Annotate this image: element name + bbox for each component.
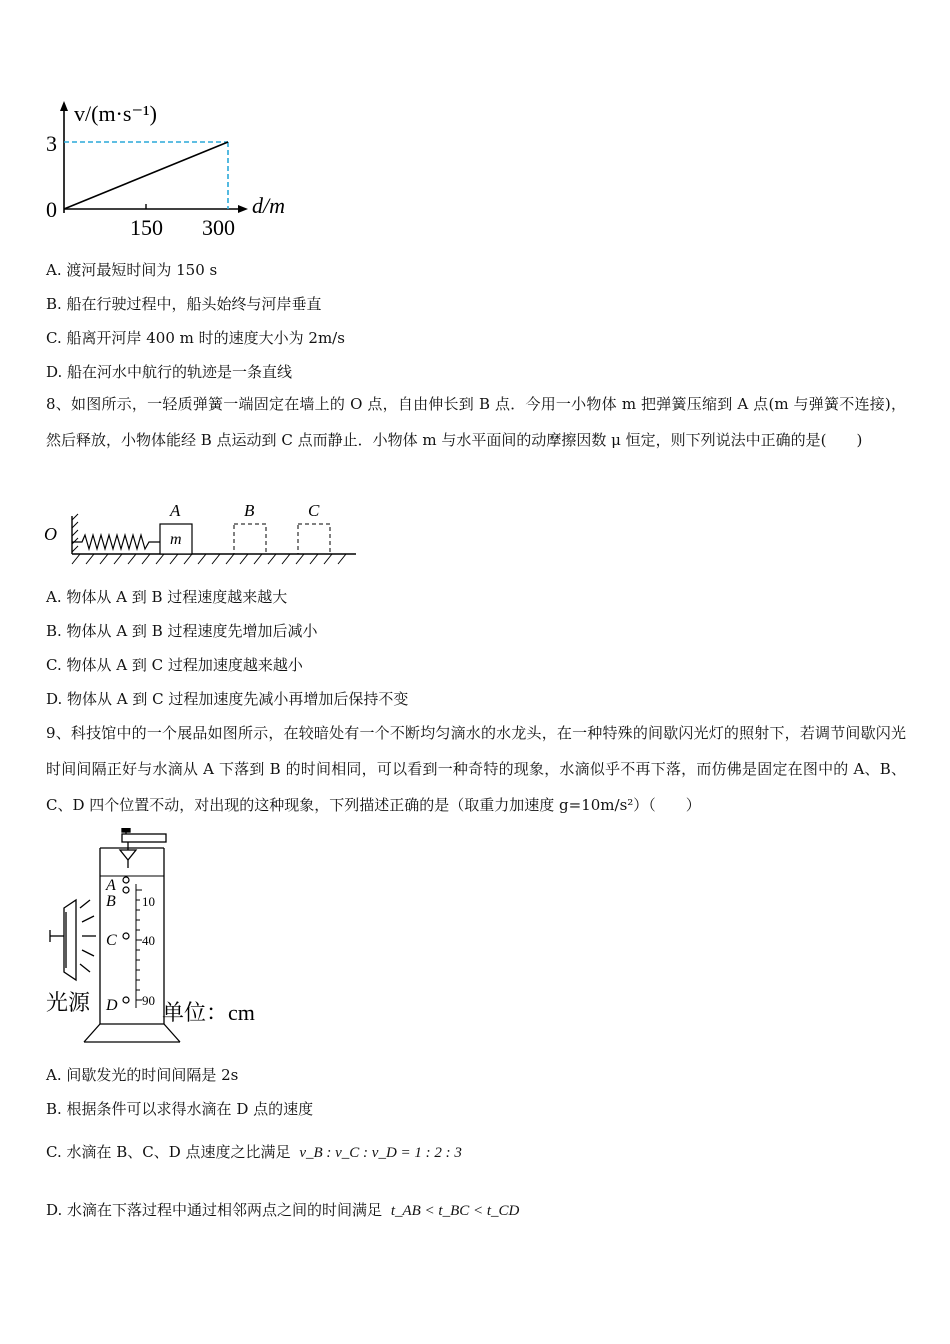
x-axis-arrow: [238, 205, 248, 213]
x-axis-label: d/m: [252, 193, 285, 218]
q8-stem: 8、如图所示，一轻质弹簧一端固定在墙上的 O 点，自由伸长到 B 点．今用一小物体 m 把弹簧压缩到 A 点(m 与弹簧不连接)，然后释放，小物体能经 B 点运动到 C 点而静止．小物体 m 与水平面间的动摩擦因数 μ 恒定，则下列说法中正确的是( ): [46, 395, 906, 449]
q7-option-b: B. 船在行驶过程中，船头始终与河岸垂直: [46, 295, 322, 313]
q9-option-b: B. 根据条件可以求得水滴在 D 点的速度: [46, 1100, 314, 1118]
scale-mark-90: 90: [142, 993, 155, 1008]
label-b: B: [244, 501, 255, 520]
spring: [72, 535, 160, 549]
q8-option-b: B. 物体从 A 到 B 过程速度先增加后减小: [46, 622, 318, 640]
position-c-box: [298, 524, 330, 554]
light-source-label: 光源: [46, 990, 91, 1015]
q9-option-d-prefix: D. 水滴在下落过程中通过相邻两点之间的时间满足: [46, 1201, 383, 1219]
q9-option-c-prefix: C. 水滴在 B、C、D 点速度之比满足: [46, 1143, 291, 1161]
q9-option-d-formula: t_AB < t_BC < t_CD: [390, 1203, 520, 1219]
q8-option-c: C. 物体从 A 到 C 过程加速度越来越小: [46, 656, 303, 674]
light-source-lamp: [50, 900, 96, 980]
q9-stem: 9、科技馆中的一个展品如图所示，在较暗处有一个不断均匀滴水的水龙头，在一种特殊的间歇闪光灯的照射下，若调节间歇闪光时间间隔正好与水滴从 A 下落到 B 的时间相同，可以看到一种奇特的现象，水滴似乎不再下落，而仿佛是固定在图中的 A、B、C、D 四个位置不动，对出现的这种现象，下列描述正确的是（取重力加速度 g=10m/s²）（ ）: [46, 724, 906, 814]
drop-c: [123, 933, 129, 939]
wall-hatch: [72, 514, 78, 552]
label-c: C: [308, 501, 320, 520]
scale-mark-10: 10: [142, 894, 155, 909]
label-o: O: [44, 524, 57, 544]
scale-mark-40: 40: [142, 933, 155, 948]
drop-label-b: B: [106, 893, 116, 910]
water-drop-apparatus-figure: [44, 828, 284, 1050]
label-a: A: [170, 501, 181, 520]
drop-d: [123, 997, 129, 1003]
q9-option-c: [46, 1142, 462, 1163]
drop-label-a: A: [106, 877, 116, 894]
y-axis-arrow: [60, 101, 68, 111]
spring-block-figure: [40, 498, 370, 573]
q8-option-a: A. 物体从 A 到 B 过程速度越来越大: [46, 588, 288, 606]
q8-option-d: D. 物体从 A 到 C 过程加速度先减小再增加后保持不变: [46, 690, 409, 708]
q9-option-c-formula: v_B : v_C : v_D = 1 : 2 : 3: [299, 1145, 462, 1161]
block-label-m: m: [170, 531, 182, 548]
x-tick-label-300: 300: [202, 215, 235, 240]
position-b-box: [234, 524, 266, 554]
q9-option-d: [46, 1200, 519, 1221]
x-tick-label-150: 150: [130, 215, 163, 240]
q9-option-a: A. 间歇发光的时间间隔是 2s: [46, 1066, 239, 1084]
q7-option-c: C. 船离开河岸 400 m 时的速度大小为 2m/s: [46, 329, 345, 347]
drop-a: [123, 877, 129, 883]
y-axis-label: v/(m·s⁻¹): [74, 101, 157, 126]
velocity-line: [64, 142, 228, 209]
drop-b: [123, 887, 129, 893]
ground-hatch: [72, 554, 346, 564]
origin-label: 0: [46, 197, 57, 222]
y-tick-3: 3: [46, 131, 57, 156]
velocity-distance-graph: [40, 95, 310, 245]
q7-option-d: D. 船在河水中航行的轨迹是一条直线: [46, 363, 293, 381]
drop-label-d: D: [106, 997, 118, 1014]
unit-label: 单位：cm: [162, 1000, 255, 1025]
q7-option-a: A. 渡河最短时间为 150 s: [46, 261, 218, 279]
drop-label-c: C: [106, 932, 117, 949]
